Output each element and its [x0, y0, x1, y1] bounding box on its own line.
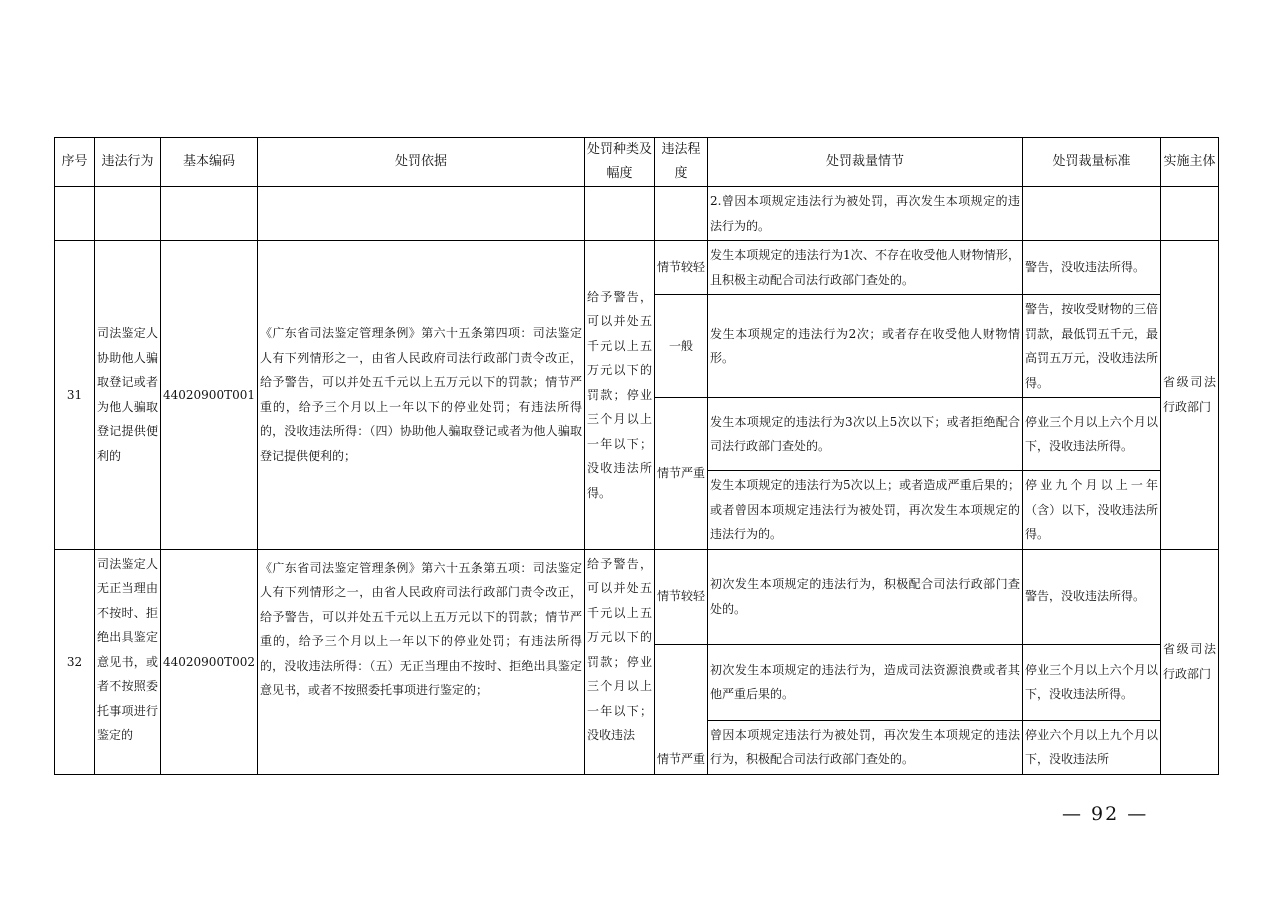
row-type: 给予警告，可以并处五千元以上五万元以下的罚款；停业三个月以上一年以下；没收违法所得。: [585, 241, 655, 550]
header-standard: 处罚裁量标准: [1023, 138, 1161, 187]
row-degree: 情节较轻: [655, 549, 708, 644]
row-standard: 警告，没收违法所得。: [1023, 241, 1161, 295]
table-row: [55, 549, 1219, 644]
row-subject: 省级司法行政部门: [1161, 241, 1219, 550]
row-circumstance: 曾因本项规定违法行为被处罚，再次发生本项规定的违法行为，积极配合司法行政部门查处的。: [708, 720, 1023, 774]
penalty-table: [54, 137, 1219, 775]
table-row-carry-over: [55, 187, 1219, 241]
row-standard: 警告，没收违法所得。: [1023, 549, 1161, 644]
row-seq: 31: [55, 241, 95, 550]
row-degree: 情节较轻: [655, 241, 708, 295]
header-type: 处罚种类及幅度: [585, 138, 655, 187]
row-standard: 停业六个月以上九个月以下，没收违法所: [1023, 720, 1161, 774]
row-standard: 停业三个月以上六个月以下，没收违法所得。: [1023, 644, 1161, 720]
header-circumstance: 处罚裁量情节: [708, 138, 1023, 187]
header-degree: 违法程度: [655, 138, 708, 187]
row-basis: 《广东省司法鉴定管理条例》第六十五条第四项：司法鉴定人有下列情形之一，由省人民政府司法行政部门责令改正，给予警告，可以并处五千元以上五万元以下的罚款；情节严重的，给予三个月以上一年以下的停业处罚；有违法所得的，没收违法所得：（四）协助他人骗取登记或者为他人骗取登记提供便利的；: [258, 241, 585, 550]
row-standard: 停业九个月以上一年（含）以下，没收违法所得。: [1023, 471, 1161, 550]
row-code: 44020900T002: [161, 549, 258, 774]
carry-over-circumstance: 2.曾因本项规定违法行为被处罚，再次发生本项规定的违法行为的。: [708, 187, 1023, 241]
header-subject: 实施主体: [1161, 138, 1219, 187]
row-act: 司法鉴定人协助他人骗取登记或者为他人骗取登记提供便利的: [95, 241, 161, 550]
row-basis: 《广东省司法鉴定管理条例》第六十五条第五项：司法鉴定人有下列情形之一，由省人民政府司法行政部门责令改正，给予警告，可以并处五千元以上五万元以下的罚款；情节严重的，给予三个月以上一年以下的停业处罚；有违法所得的，没收违法所得：（五）无正当理由不按时、拒绝出具鉴定意见书，或者不按照委托事项进行鉴定的；: [258, 549, 585, 774]
row-degree: 情节严重: [655, 644, 708, 774]
row-circumstance: 发生本项规定的违法行为5次以上；或者造成严重后果的；或者曾因本项规定违法行为被处罚，再次发生本项规定的违法行为的。: [708, 471, 1023, 550]
row-circumstance: 发生本项规定的违法行为3次以上5次以下；或者拒绝配合司法行政部门查处的。: [708, 398, 1023, 471]
row-circumstance: 初次发生本项规定的违法行为，积极配合司法行政部门查处的。: [708, 549, 1023, 644]
row-degree: 一般: [655, 295, 708, 398]
row-degree: 情节严重: [655, 398, 708, 550]
row-circumstance: 发生本项规定的违法行为1次、不存在收受他人财物情形，且积极主动配合司法行政部门查处的。: [708, 241, 1023, 295]
table-row: [55, 241, 1219, 295]
page-number: — 92 —: [1062, 803, 1149, 825]
row-circumstance: 初次发生本项规定的违法行为，造成司法资源浪费或者其他严重后果的。: [708, 644, 1023, 720]
row-circumstance: 发生本项规定的违法行为2次；或者存在收受他人财物情形。: [708, 295, 1023, 398]
row-standard: 停业三个月以上六个月以下，没收违法所得。: [1023, 398, 1161, 471]
row-subject: 省级司法行政部门: [1161, 549, 1219, 774]
row-seq: 32: [55, 549, 95, 774]
row-standard: 警告，按收受财物的三倍罚款，最低罚五千元，最高罚五万元，没收违法所得。: [1023, 295, 1161, 398]
header-act: 违法行为: [95, 138, 161, 187]
row-code: 44020900T001: [161, 241, 258, 550]
header-code: 基本编码: [161, 138, 258, 187]
header-seq: 序号: [55, 138, 95, 187]
row-type: 给予警告，可以并处五千元以上五万元以下的罚款；停业三个月以上一年以下；没收违法: [585, 549, 655, 774]
row-act: 司法鉴定人无正当理由不按时、拒绝出具鉴定意见书，或者不按照委托事项进行鉴定的: [95, 549, 161, 774]
header-basis: 处罚依据: [258, 138, 585, 187]
header-row: [55, 138, 1219, 187]
